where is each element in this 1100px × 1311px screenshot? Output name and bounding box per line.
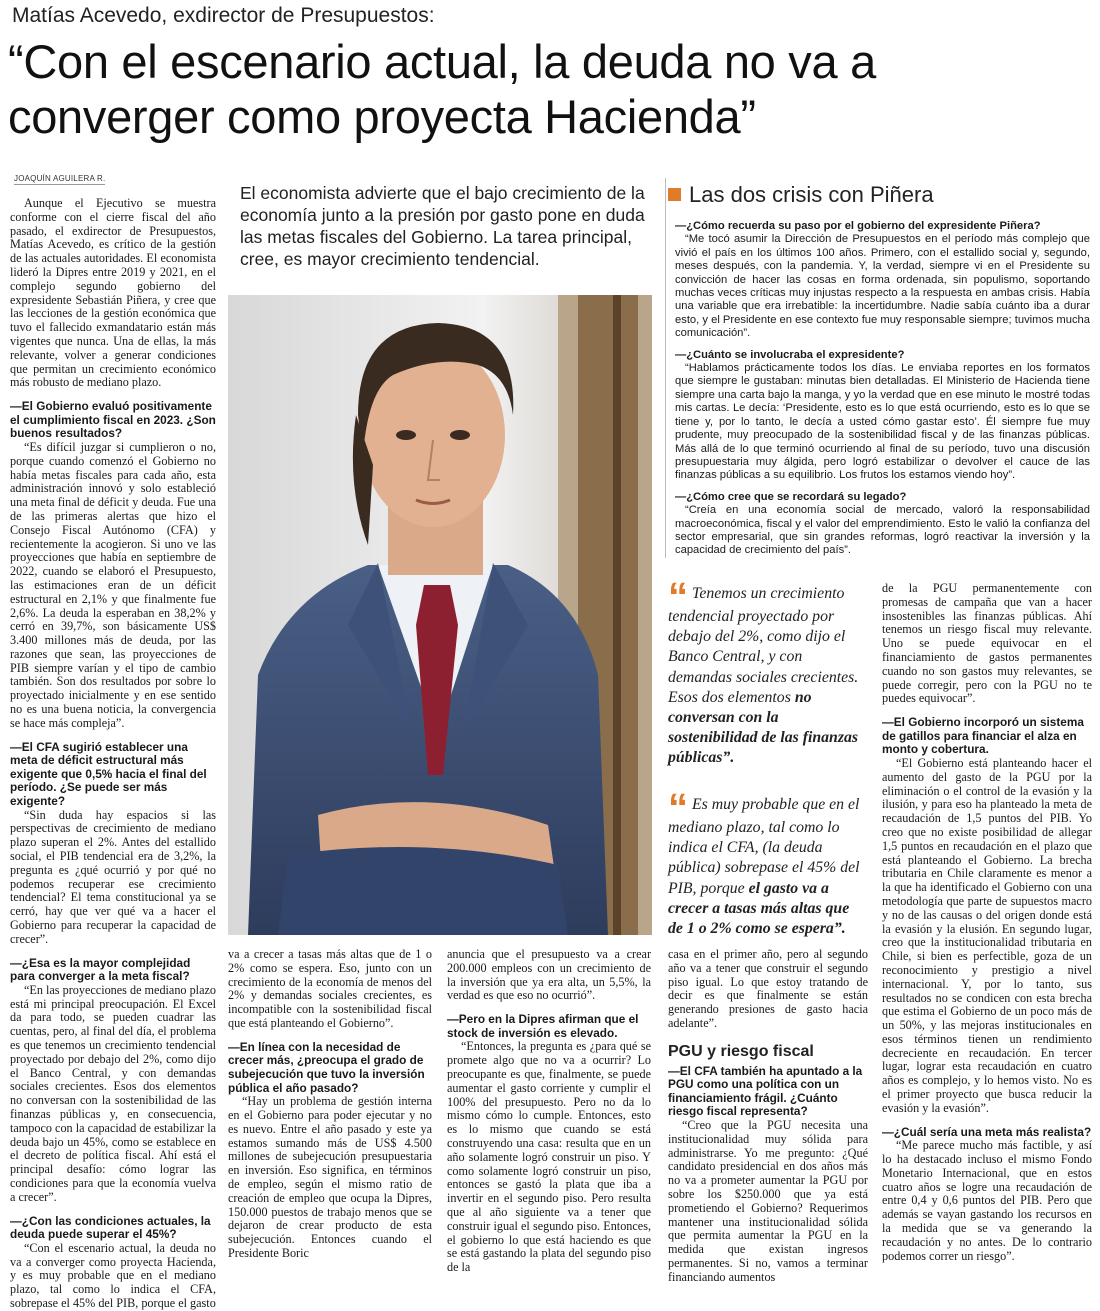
section-subhead: PGU y riesgo fiscal: [668, 1042, 814, 1060]
pull-quote-2: [668, 786, 868, 939]
kicker: Matías Acevedo, exdirector de Presupuestos:: [12, 4, 435, 27]
deck: El economista advierte que el bajo crecimiento de la economía junto a la presión por gasto pone en duda las metas fiscales del Gobierno. La tarea principal, cree, es mayor crecimiento tendencial.: [240, 183, 645, 269]
pull-quote-1: [668, 575, 868, 769]
question: —¿Esa es la mayor complejidad para converger a la meta fiscal?: [10, 955, 191, 984]
byline: JOAQUÍN AGUILERA R.: [14, 174, 106, 183]
portrait-photo: [228, 295, 652, 935]
box-question: —¿Cuánto se involucraba el expresidente?: [675, 348, 905, 361]
box-title-text: Las dos crisis con Piñera: [689, 182, 934, 207]
answer: “Es difícil juzgar si cumplieron o no, porque cuando comenzó el Gobierno no había metas fiscales para cada año, esta administración innovó y solo estableció una meta final de déficit y deuda. Fue una de las primeras alertas que hizo el Consejo Fiscal Autónomo (CFA) y recientemente la acogieron. Si uno ve las proyecciones que había en septiembre de 2022, cuando se elaboró el Presupuesto, las estimaciones eran de un déficit estructural en 2,1% y que finalmente fue 2,6%. La deuda la esperaban en 38,2% y cerró en 39,7%, son básicamente US$ 3.400 millones más de deuda, por las razones que sean, las proyecciones de PIB siempre varían y el tipo de cambio también. Son dos resultados por sobre lo proyectado inicialmente y en ese sentido no es una buena noticia, la convergencia se hace más compleja”.: [10, 439, 216, 730]
question: —El Gobierno evaluó positivamente el cumplimiento fiscal en 2023. ¿Son buenos resultados?: [10, 399, 216, 441]
box-answer: “Me tocó asumir la Dirección de Presupuestos en el período más complejo que vivió el país en los últimos 100 años. Primero, con el estallido social y, segundo, meses después, con la pandemia. Y, la verdad, siempre vi en el Presidente su convicción de hacer las cosas en forma ordenada, sin populismo, soportando muchas veces críticas muy injustas respecto a la respuesta en ambas crisis. Había una variable que era irrebatible: la incertidumbre. Nadie sabía cuánto iba a durar esto, y el Presidente en ese contexto fue muy responsable siempre; tuvimos mucha comunicación”.: [675, 233, 1090, 340]
orange-square-icon: [668, 188, 681, 201]
answer: “Sin duda hay espacios si las perspectivas de crecimiento de mediano plazo superan el 2%. Antes del estallido social, el PIB tendencial era de 3,2%, la pregunta es ¿qué ocurrió y por qué no podemos recuperar ese crecimiento tendencial? El tema constitucional ya se cerró, hay que ver qué va a hacer el Gobierno para recuperar la capacidad de crecer”.: [10, 807, 216, 946]
answer-continued: va a crecer a tasas más altas que de 1 o 2% como se espera. Eso, junto con un crecimiento de la economía de menos del 2% y demandas sociales crecientes, es incompatible con la sostenibilidad fiscal que está planteando el Gobierno”.: [228, 947, 432, 1030]
answer: “Me parece mucho más factible, y así lo ha destacado incluso el mismo Fondo Monetario Internacional, que en estos cuatro años se logre una recaudación de entre 0,4 y 0,6 puntos del PIB. Pero que además se vayan gastando los recursos en la medida que se va generando la recaudación y no antes. De lo contrario podemos correr un riesgo”.: [882, 1138, 1092, 1263]
pull-quote-text: Tenemos un crecimiento tendencial proyectado por debajo del 2%, como dijo el Banco Central, y con demandas sociales crecientes. Esos dos elementos: [668, 585, 859, 706]
answer-continued: casa en el primer año, pero al segundo año va a tener que construir el segundo piso igual. Lo que estoy tratando de decir es que finalmente se están generando presiones de gasto hacia adelante”.: [668, 947, 868, 1030]
box-question: —¿Cómo cree que se recordará su legado?: [675, 490, 907, 503]
pull-quote-text: Es muy probable que en el mediano plazo, tal como lo indica el CFA, (la deuda pública) sobrepase el 45% del PIB, porque: [668, 796, 860, 897]
column-5: [882, 582, 1092, 1263]
headline: “Con el escenario actual, la deuda no va a converger como proyecta Hacienda”: [8, 35, 876, 143]
box-question: —¿Cómo recuerda su paso por el gobierno del expresidente Piñera?: [675, 220, 1041, 232]
column-3: [447, 948, 651, 1275]
answer: “Entonces, la pregunta es ¿para qué se promete algo que no va a ocurrir? Lo preocupante es que, finalmente, se puede aumentar el gasto corriente y cumplir el 100% del presupuesto. Pero no da lo mismo cómo lo cumple. Entonces, esto es lo mismo que cuando se está construyendo una casa: resulta que en un año solamente logró construir un piso. Y como solamente logró construir un piso, entonces se gastó la plata que iba a invertir en el segundo piso. Pero resulta que al año siguiente va a tener que construir igual el segundo piso. Entonces, el gobierno lo que está haciendo es que se está gastando la plata del segundo piso de la: [447, 1039, 651, 1275]
question: —Pero en la Dipres afirman que el stock de inversión es elevado.: [447, 1012, 639, 1040]
answer: “En las proyecciones de mediano plazo está mi principal preocupación. El Excel da para todo, se pueden cuadrar las cuentas, pero, al final del día, el problema es que tenemos un crecimiento tendencial proyectado por debajo del 2%, como dijo el Banco Central, y con demandas sociales crecientes. Esos dos elementos no conversan con la sostenibilidad de las finanzas públicas y, en consecuencia, tampoco con la capacidad de estabilizar la deuda bajo un 45%, como se establece en el decreto de política fiscal. Ahí está el principal desafío: cómo lograr las condiciones para que la economía vuelva a crecer”.: [10, 982, 216, 1204]
answer: “Hay un problema de gestión interna en el Gobierno para poder ejecutar y no es nuevo. Entre el año pasado y este ya estamos sumando más de US$ 4.500 millones de subejecución presupuestaria en inversión. Eso significa, en términos de empleo, según el mismo ratio de creación de empleo que ocupa la Dipres, 150.000 puestos de trabajo menos que se dejaron de crear producto de esta subejecución. Entonces cuando el Presidente Boric: [228, 1094, 432, 1260]
column-1: [10, 197, 216, 1311]
box-answer: “Creía en una economía social de mercado, valoró la responsabilidad macroeconómica, fiscal y el valor del emprendimiento. Esto le valió la confianza del sector empresarial, que sin grandes reformas, logró reactivar la inversión y la capacidad de crecimiento del país”.: [675, 504, 1090, 557]
answer: “Con el escenario actual, la deuda no va a converger como proyecta Hacienda, y es muy probable que en el mediano plazo, tal como lo indica el CFA, sobrepase el 45% del PIB, porque el gasto: [10, 1240, 216, 1310]
quote-icon: “: [668, 575, 688, 619]
intro-paragraph: Aunque el Ejecutivo se muestra conforme con el cierre fiscal del año pasado, el exdirector de Presupuestos, Matías Acevedo, es crítico de la gestión de las actuales autoridades. El economista lideró la Dipres entre 2019 y 2021, en el complejo segundo gobierno del expresidente Sebastián Piñera, y cree que las lecciones de la gestión económica que tuvo el fallecido exmandatario están más vigentes que nunca. Una de ellas, la más relevante, volver a generar condiciones que permitan un crecimiento económico más robusto de mediano plazo.: [10, 196, 216, 390]
pull-quote-bold: el gasto va a crecer a tasas más altas que de 1 o 2% como se espera”.: [668, 879, 850, 938]
answer-continued: anuncia que el presupuesto va a crear 200.000 empleos con un crecimiento de la inversión que ya era alta, un 5,5%, la verdad es que eso no ocurrió”.: [447, 947, 651, 1003]
pull-quote-bold: no conversan con la sostenibilidad de las finanzas públicas”.: [668, 688, 859, 767]
column-2: [228, 948, 432, 1261]
question: —El CFA también ha apuntado a la PGU como una política con un financiamiento frágil. ¿Cuánto riesgo fiscal representa?: [668, 1063, 863, 1119]
answer: “Creo que la PGU necesita una institucionalidad muy sólida para administrarse. Yo me pregunto: ¿Qué candidato presidencial en dos años más no va a prometer aumentar la PGU por sobre los $250.000 que ya está prometiendo el Gobierno? Requerimos mantener una institucionalidad sólida que permita aumentar la PGU en la medida que existan ingresos permanentes. Si no, vamos a terminar financiando aumentos: [668, 1117, 868, 1284]
question: —En línea con la necesidad de crecer más, ¿preocupa el grado de subejecución que tuvo la inversión pública el año pasado?: [228, 1039, 425, 1095]
sidebar-box: [675, 220, 1090, 558]
question: —¿Con las condiciones actuales, la deuda puede superar el 45%?: [10, 1213, 211, 1242]
box-title: [668, 182, 934, 208]
question: —El CFA sugirió establecer una meta de déficit estructural más exigente que 0,5% hacia el final del período. ¿Se puede ser más exigente?: [10, 739, 207, 809]
answer-continued: de la PGU permanentemente con promesas de campaña que van a hacer insostenibles las finanzas públicas. Ahí tenemos un riesgo fiscal muy relevante. Uno se puede equivocar en el financiamiento de gastos permanentes cuando no son gastos muy relevantes, se puede corregir, pero con la PGU no te puedes equivocar”.: [882, 581, 1092, 706]
question: —El Gobierno incorporó un sistema de gatillos para financiar el alza en monto y cobertura.: [882, 715, 1084, 757]
answer: “El Gobierno está planteando hacer el aumento del gasto de la PGU por la eliminación o el control de la evasión y la ilusión, y para eso ha planteado la meta de recaudación de 1,5 puntos del PIB. Yo creo que no existe posibilidad de allegar 1,5 puntos en recaudación en el plazo que está planteando el Gobierno. La brecha tributaria en Chile claramente es menor a la que ha identificado el Gobierno con una metodología que parte de supuestos macro y no de las causas o del origen donde está la evasión y la elusión. En segundo lugar, creo que la institucionalidad tributaria en Chile, si bien es perfectible, goza de un reconocimiento y prestigio a nivel internacional. Y, por lo tanto, sus resultados no se condicen con esta brecha que estima el Gobierno de un poco más de un 50%, y las mejoras institucionales en esos términos tienen un rendimiento decreciente en recaudación. En tercer lugar, lograr esta recaudación en cuatro años es complejo, y lo hemos visto. No es el primer proyecto que busca reducir la evasión y la evasión”.: [882, 755, 1092, 1115]
box-divider: [665, 178, 666, 558]
column-4: [668, 948, 868, 1285]
box-answer: “Hablamos prácticamente todos los días. Le enviaba reportes en los formatos que siempre le gustaban: minutas bien detalladas. El Ministerio de Hacienda tiene siempre una carta bajo la manga, y yo la verdad que en ese minuto le mostré todas mis cartas. Le decía: ‘Presidente, esto es lo que está ocurriendo, esto es lo que se tiene y, por lo tanto, le decía a usted cómo gastar esto’. Él siempre fue muy prudente, muy preocupado de la sostenibilidad fiscal y de las finanzas públicas. Más allá de lo que terminó ocurriendo al final de su período, tuvo una discusión presupuestaria muy álgida, pero logró estabilizar o devolver el cauce de las finanzas públicas a su equilibrio. Los frutos los estamos viendo hoy”.: [675, 362, 1090, 482]
quote-icon: “: [668, 786, 688, 830]
question: —¿Cuál sería una meta más realista?: [882, 1124, 1092, 1139]
